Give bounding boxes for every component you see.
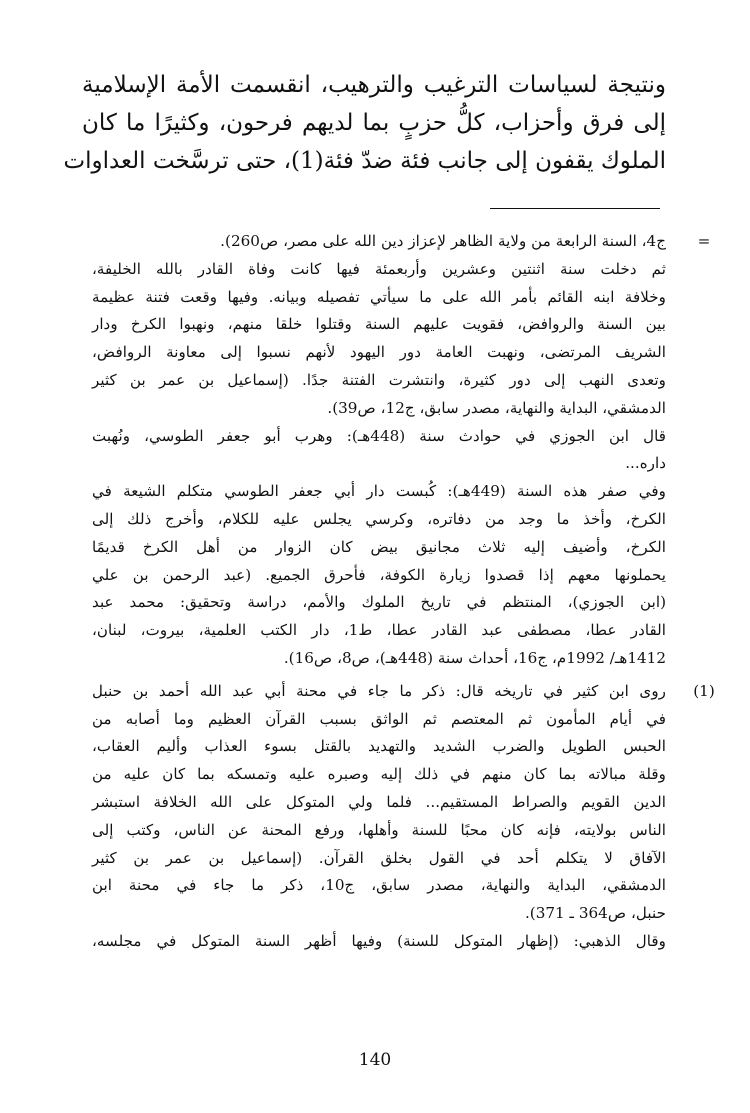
footnote-line: حنبل، ص364 ـ 371).: [524, 904, 666, 923]
footnote-line: ثم دخلت سنة اثنتين وعشرين وأربعمئة فيها كانت وفاة القادر بالله الخليفة،: [92, 259, 666, 278]
footnotes: [92, 228, 715, 961]
footnote-line: 1412هـ/ 1992م، ج16، أحداث سنة (448هـ)، ص8، ص16).: [283, 648, 666, 667]
footnote-line: في أيام المأمون ثم المعتصم ثم الواثق بسبب القرآن العظيم وما أصابه من: [92, 709, 666, 728]
footnote-line: وخلافة ابنه القائم بأمر الله على ما سيأتي تفصيله وبيانه. وفيها وقعت فتنة عظيمة: [92, 287, 666, 306]
footnote-line: الكرخ، وأخذ ما وجد من دفاتره، وكرسي يجلس عليه للكلام، وأخرج ذلك إلى: [92, 509, 666, 528]
footnote-line: وفي صفر هذه السنة (449هـ): كُبست دار أبي جعفر الطوسي متكلم الشيعة في: [92, 482, 666, 501]
footnote-marker: =: [697, 232, 711, 250]
footnote-line: الدين القويم والصراط المستقيم... فلما ولي المتوكل على الله الخلافة استبشر: [92, 792, 666, 811]
main-text: [63, 66, 666, 180]
footnote-line: وتعدى النهب إلى دور كثيرة، وانتشرت الفتنة جدًا. (إسماعيل بن عمر بن كثير: [92, 370, 666, 389]
footnote-line: ج4، السنة الرابعة من ولاية الظاهر لإعزاز دين الله على مصر، ص260).: [220, 232, 666, 250]
main-text-line: ونتيجة لسياسات الترغيب والترهيب، انقسمت الأمة الإسلامية: [82, 72, 666, 98]
footnote-1: [92, 678, 715, 956]
footnote-line: الدمشقي، البداية والنهاية، مصدر سابق، ج10، ذكر ما جاء في محنة ابن: [92, 876, 666, 895]
footnote-line: الدمشقي، البداية والنهاية، مصدر سابق، ج12، ص39).: [327, 398, 666, 417]
footnote-line: الحبس الطويل والضرب الشديد والتهديد بالقتل بسوء العذاب وأليم العقاب،: [92, 737, 666, 756]
footnote-line: الآفاق لا يتكلم أحد في القول بخلق القرآن. (إسماعيل بن عمر بن كثير: [92, 848, 666, 867]
footnote-line: بين السنة والروافض، فقويت عليهم السنة وقتلوا خلقا منهم، ونهبوا الكرخ ودار: [92, 315, 666, 334]
footnote-line: روى ابن كثير في تاريخه قال: ذكر ما جاء في محنة أبي عبد الله أحمد بن حنبل: [92, 681, 666, 700]
footnote-line: قال ابن الجوزي في حوادث سنة (448هـ): وهرب أبو جعفر الطوسي، ونُهبت: [92, 426, 666, 445]
footnote-line: وقال الذهبي: (إظهار المتوكل للسنة) وفيها أظهر السنة المتوكل في مجلسه،: [92, 931, 666, 950]
footnote-line: الشريف المرتضى، ونهبت العامة دور اليهود لأنهم نسبوا إلى معاونة الروافض،: [92, 343, 666, 362]
footnote-line: وقلة مبالاته بما كان منهم في ذلك إليه وصبره عليه وتمسكه بما كان عليه من: [92, 765, 666, 784]
footnote-marker: (1): [693, 681, 715, 700]
footnote-line: داره...: [625, 454, 666, 473]
footnote-line: (ابن الجوزي)، المنتظم في تاريخ الملوك والأمم، دراسة وتحقيق: محمد عبد: [92, 593, 666, 612]
footnote-line: القادر عطا، مصطفى عبد القادر عطا، ط1، دار الكتب العلمية، بيروت، لبنان،: [92, 621, 666, 640]
footnote-continued: [92, 228, 711, 673]
page-number: 140: [358, 1050, 392, 1070]
footnote-line: الناس بولايته، فإنه كان محبًا للسنة وأهلها، ورفع المحنة عن الناس، وكتب إلى: [92, 820, 666, 839]
footnote-separator: [490, 208, 660, 209]
footnote-line: الكرخ، وأضيف إليه ثلاث مجانيق بيض كان الزوار من أهل الكرخ قديمًا: [92, 537, 666, 556]
main-text-line: الملوك يقفون إلى جانب فئة ضدّ فئة(1)، حتى ترسَّخت العداوات: [63, 148, 666, 174]
main-text-line: إلى فرق وأحزاب، كلُّ حزبٍ بما لديهم فرحون، وكثيرًا ما كان: [82, 110, 666, 136]
footnote-line: يحملونها معهم إذا قصدوا زيارة الكوفة، فأحرق الجميع. (عبد الرحمن بن علي: [92, 565, 666, 584]
